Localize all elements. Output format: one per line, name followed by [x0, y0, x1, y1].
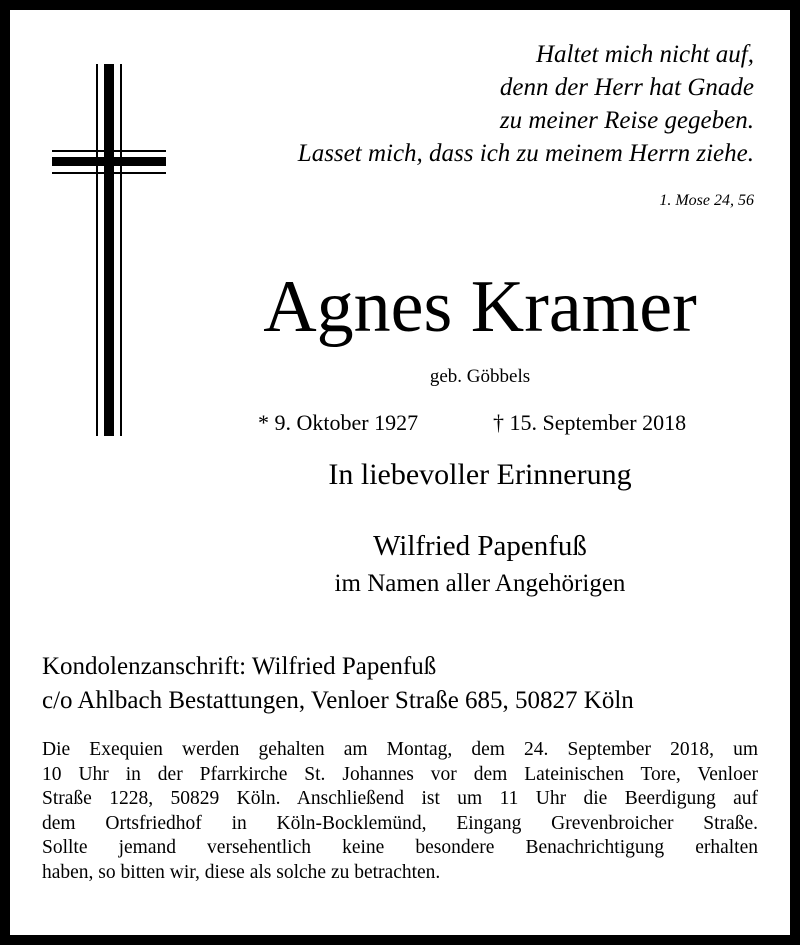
address-line: c/o Ahlbach Bestattungen, Venloer Straße 685, 50827 Köln — [42, 687, 634, 714]
service-info — [42, 738, 758, 886]
verse-line: Haltet mich nicht auf, — [535, 41, 754, 68]
memory-line: In liebevoller Erinnerung — [328, 458, 632, 491]
verse-line: zu meiner Reise gegeben. — [499, 107, 754, 134]
verse-reference: 1. Mose 24, 56 — [659, 192, 754, 209]
address-line: Kondolenzanschrift: Wilfried Papenfuß — [42, 653, 437, 680]
mourner-name: Wilfried Papenfuß — [373, 530, 587, 562]
service-line: haben, so bitten wir, diese als solche zu betrachten. — [42, 861, 441, 883]
mourner-subtitle: im Namen aller Angehörigen — [334, 570, 626, 597]
service-line: dem Ortsfriedhof in Köln-Bocklemünd, Eingang Grevenbroicher Straße. — [42, 812, 758, 834]
condolence-address — [42, 650, 634, 718]
service-line: Die Exequien werden gehalten am Montag, dem 24. September 2018, um — [42, 739, 758, 760]
verse-line: Lasset mich, dass ich zu meinem Herrn ziehe. — [297, 140, 754, 167]
death-date: † 15. September 2018 — [493, 410, 687, 435]
service-line: 10 Uhr in der Pfarrkirche St. Johannes vor dem Lateinischen Tore, Venloer — [42, 763, 758, 785]
birth-name: geb. Göbbels — [429, 366, 531, 387]
bible-verse — [134, 38, 754, 170]
deceased-name: Agnes Kramer — [263, 266, 697, 348]
verse-line: denn der Herr hat Gnade — [499, 74, 754, 101]
service-line: Sollte jemand versehentlich keine besondere Benachrichtigung erhalten — [42, 837, 758, 859]
birth-date: * 9. Oktober 1927 — [258, 410, 419, 435]
service-line: Straße 1228, 50829 Köln. Anschließend ist um 11 Uhr die Beerdigung auf — [42, 788, 758, 810]
